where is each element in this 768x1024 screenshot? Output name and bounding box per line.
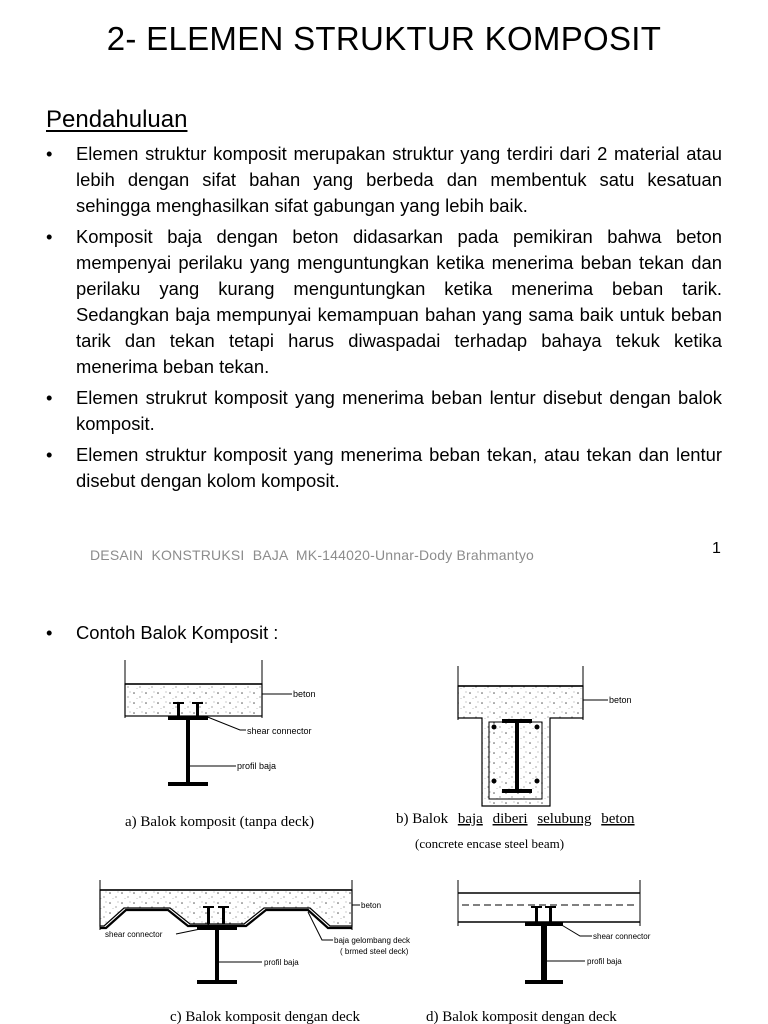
figure-a-caption: a) Balok komposit (tanpa deck) [125, 814, 315, 830]
figure-b-encased-beam [396, 666, 635, 851]
label-deck-note: ( brmed steel deck) [340, 947, 409, 956]
label-profil-baja: profil baja [237, 761, 277, 771]
label-beton: beton [361, 901, 382, 910]
label-profil-baja: profil baja [587, 957, 622, 966]
bullet-dot: • [46, 444, 53, 465]
figure-d-composite-deck [426, 880, 651, 1024]
section-heading: Pendahuluan [46, 106, 188, 133]
bullet-text: Komposit baja dengan beton didasarkan pada pemikiran bahwa beton mempenyai perilaku yang menguntungkan ketika menerima beban tekan dan perilaku yang kurang menguntungkan ketika menerima beban tarik. Sedangkan baja mempunyai kemampuan bahan yang sama baik untuk beban tarik dan tekan tetapi harus diwaspadai terhadap bahaya tekuk ketika menerima beban tekan. [76, 226, 722, 377]
figure-d-caption: d) Balok komposit dengan deck [426, 1009, 617, 1024]
label-shear-connector: shear connector [593, 932, 651, 941]
steel-profile [168, 716, 208, 720]
bullet-dot: • [46, 143, 53, 164]
steel-profile [502, 719, 532, 723]
bullet-item [46, 385, 722, 437]
bullet-text: Elemen strukrut komposit yang menerima beban lentur disebut dengan balok komposit. [76, 387, 722, 434]
figure-c-composite-deck [100, 880, 411, 1024]
label-deck: baja gelombang deck [334, 936, 411, 945]
figure-c-caption: c) Balok komposit dengan deck [170, 1009, 360, 1024]
bullet-text: Elemen struktur komposit yang menerima beban tekan, atau tekan dan lentur disebut dengan kolom komposit. [76, 444, 722, 491]
bullet-text: Elemen struktur komposit merupakan struktur yang terdiri dari 2 material atau lebih dengan sifat bahan yang berbeda dan membentuk satu kesatuan sehingga menghasilkan sifat gabungan yang lebih baik. [76, 143, 722, 216]
bullet-list [46, 141, 722, 499]
figure-a-composite-beam [125, 660, 316, 830]
label-profil-baja: profil baja [264, 958, 299, 967]
label-beton: beton [293, 689, 316, 699]
page-number: 1 [712, 540, 721, 557]
bullet-dot: • [46, 226, 53, 247]
label-beton: beton [609, 695, 632, 705]
bullet-item [46, 224, 722, 380]
label-shear-connector: shear connector [247, 726, 312, 736]
figure-b-subcaption: (concrete encase steel beam) [415, 836, 565, 851]
slide-footer: DESAIN KONSTRUKSI BAJA MK-144020-Unnar-Dody Brahmantyo [90, 547, 535, 563]
caption-prefix: b) Balok [396, 811, 449, 827]
caption-word: diberi [492, 811, 528, 827]
composite-beam-figures [0, 650, 768, 1024]
concrete-encasement [458, 686, 583, 806]
figure-b-caption [396, 811, 635, 827]
concrete-slab [125, 684, 262, 716]
label-shear-connector: shear connector [105, 930, 163, 939]
caption-word: beton [601, 811, 635, 827]
caption-word: baja [457, 811, 483, 827]
bullet-item [46, 141, 722, 219]
bullet-item [46, 442, 722, 494]
caption-word: selubung [537, 811, 592, 827]
page-title: 2- ELEMEN STRUKTUR KOMPOSIT [106, 20, 662, 57]
example-heading-text: Contoh Balok Komposit : [76, 622, 279, 643]
bullet-dot: • [46, 622, 53, 643]
steel-profile [525, 922, 563, 926]
example-heading [46, 622, 278, 644]
bullet-dot: • [46, 387, 53, 408]
